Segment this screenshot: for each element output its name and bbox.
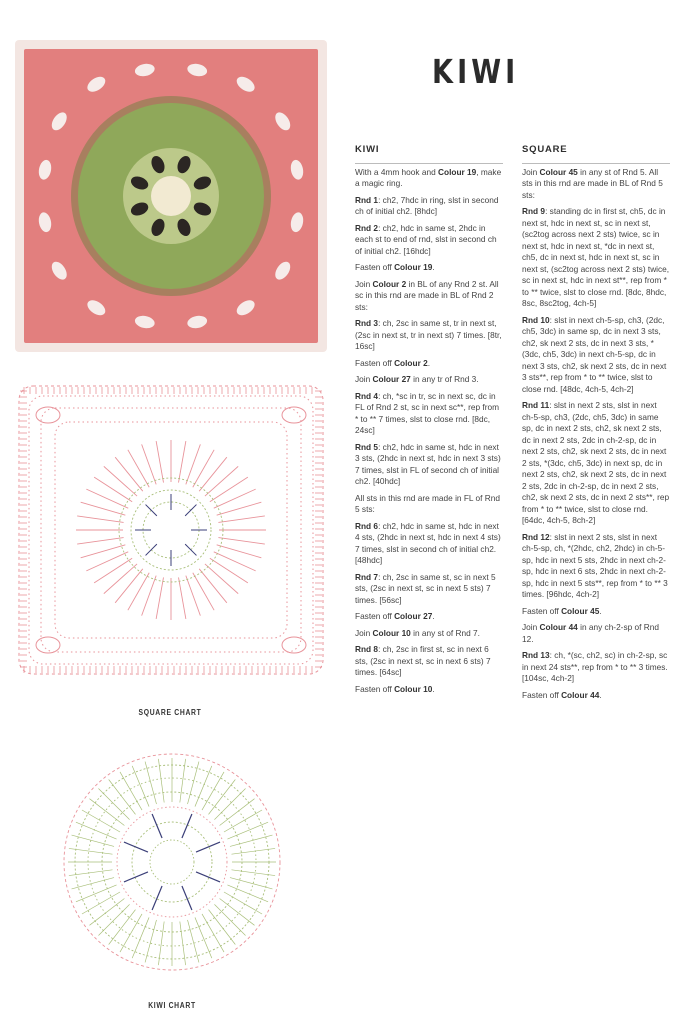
instruction-text: : ch2, hdc in same st, hdc in next 3 sts, (2hdc in next st, hdc in next 3 sts) 7 times, slst in FL of second ch of initial ch2. [40hdc] [355, 441, 501, 486]
instruction-text: Join [355, 627, 373, 638]
instruction-text: , make a magic ring. [355, 166, 502, 188]
bold-term: Colour 44 [561, 689, 600, 700]
kiwi-chart-treble [152, 814, 162, 838]
chart-spoke [104, 564, 137, 594]
square-paragraph [522, 650, 670, 685]
instruction-text: Fasten off [355, 357, 395, 368]
chart-square-round [29, 396, 313, 664]
kiwi-instructions [355, 144, 503, 700]
chart-spoke [199, 457, 227, 491]
kiwi-chart-spoke [98, 788, 129, 819]
bold-term: Rnd 8 [355, 644, 379, 654]
square-chart [18, 385, 324, 675]
chart-spoke [205, 564, 238, 594]
kiwi-paragraph [355, 493, 503, 516]
chart-spoke [94, 477, 132, 502]
kiwi-chart-spoke [209, 910, 236, 945]
square-paragraph [522, 690, 670, 702]
kiwi-cream-center [151, 176, 191, 216]
chart-treble [146, 544, 157, 555]
kiwi-paragraph [355, 167, 503, 190]
instruction-text: Join [355, 374, 373, 384]
chart-treble [185, 544, 196, 555]
chart-spoke [179, 441, 186, 482]
square-paragraph [522, 167, 670, 202]
bold-term: Colour 10 [394, 683, 433, 694]
bold-term: Rnd 3 [355, 318, 379, 328]
kiwi-square-illustration [15, 40, 327, 352]
kiwi-chart-spoke [224, 810, 262, 832]
bold-term: Colour 10 [372, 627, 411, 638]
bold-term: Colour 45 [539, 166, 578, 177]
instruction-text: . [599, 689, 602, 700]
kiwi-chart-treble [196, 842, 220, 852]
instruction-text: : slst in next ch-5-sp, ch3, (2dc, ch5, 3dc) in same sp, dc in next 3 sts, ch2, sk next 2 sts, dc in next 3 sts, *(3dc, ch5, 3dc) in next ch-5-sp, dc in next 3 sts, ch2, sk next 2 sts, dc in next 3 sts**, rep from * to ** twice, slst to close rnd. [48dc, 4ch-5, 4ch-2] [522, 314, 667, 394]
kiwi-chart-diagram [58, 748, 286, 976]
bold-term: Colour 2 [372, 278, 407, 289]
kiwi-chart-treble [182, 814, 192, 838]
kiwi-chart-spoke [120, 914, 142, 952]
instruction-text: : ch, 2sc in same st, tr in next st, (2sc in next st, tr in next st) 7 times. [8tr, 16sc] [355, 318, 502, 351]
bold-term: Rnd 11 [522, 400, 550, 410]
chart-spoke [77, 538, 123, 545]
chart-spoke [210, 558, 248, 583]
kiwi-chart-round [132, 822, 212, 902]
instruction-text: in any ch-2-sp of Rnd 12. [522, 622, 659, 644]
kiwi-chart-spoke [82, 892, 120, 914]
kiwi-chart-round [117, 807, 227, 917]
kiwi-paragraph [355, 684, 503, 696]
kiwi-chart-spoke [98, 904, 129, 935]
instruction-text: All sts in this rnd are made in FL of Rnd 5 sts: [355, 492, 500, 514]
chart-spoke [218, 538, 264, 545]
kiwi-chart-spoke [145, 762, 156, 805]
chart-spoke [94, 558, 132, 583]
kiwi-chart-spoke [89, 899, 124, 926]
kiwi-chart-spoke [72, 878, 115, 889]
kiwi-chart-caption: KIWI CHART [148, 1001, 196, 1010]
chart-spoke [210, 477, 248, 502]
instruction-text: With a 4mm hook and [355, 166, 439, 177]
page-title: KIWI [432, 52, 520, 91]
kiwi-chart-treble [124, 872, 148, 882]
kiwi-chart [58, 748, 286, 976]
instruction-text: Join [355, 278, 373, 289]
square-chart-caption: SQUARE CHART [138, 708, 202, 717]
instruction-text: in BL of any Rnd 2 st. All sc in this rnd are made in BL of Rnd 2 sts: [355, 278, 499, 312]
chart-corner-chain [282, 637, 306, 653]
kiwi-chart-spoke [82, 810, 120, 832]
kiwi-paragraph [355, 195, 503, 218]
instruction-text: Fasten off [355, 262, 395, 272]
kiwi-chart-spoke [214, 788, 245, 819]
bold-term: Colour 27 [372, 374, 411, 384]
instruction-text: : ch, 2sc in first st, sc in next 6 sts, (2sc in next st, sc in next 6 sts) 7 times. [64sc] [355, 644, 491, 677]
kiwi-chart-spoke [195, 766, 212, 807]
kiwi-chart-spoke [202, 772, 224, 810]
instruction-text: : ch, *(sc, ch2, sc) in ch-2-sp, sc in next 24 sts**, rep from * to ** 3 times. [104sc, 4ch-2] [522, 650, 668, 683]
kiwi-chart-spoke [202, 914, 224, 952]
chart-corner-chain [36, 407, 60, 423]
kiwi-paragraph [355, 644, 503, 679]
kiwi-paragraph [355, 279, 503, 314]
kiwi-chart-treble [124, 842, 148, 852]
bold-term: Colour 19 [438, 166, 477, 177]
instruction-text: Fasten off [355, 611, 395, 621]
kiwi-paragraph [355, 262, 503, 274]
chart-square-round [19, 386, 323, 674]
square-paragraph [522, 315, 670, 396]
bold-term: Colour 2 [394, 357, 428, 368]
bold-term: Rnd 1 [355, 194, 379, 205]
bold-term: Colour 44 [539, 622, 578, 632]
kiwi-paragraphs [355, 167, 503, 696]
kiwi-chart-treble [196, 872, 220, 882]
kiwi-chart-spoke [209, 779, 236, 814]
kiwi-chart-treble [182, 886, 192, 910]
kiwi-paragraph [355, 391, 503, 437]
chart-spoke [179, 577, 186, 618]
chart-treble [185, 505, 196, 516]
bold-term: Colour 45 [561, 605, 600, 616]
instruction-text: : ch, *sc in tr, sc in next sc, dc in FL of Rnd 2 st, sc in next sc**, rep from * to ** 7 times, slst to close rnd. [8dc, 24sc] [355, 390, 500, 435]
square-paragraph [522, 400, 670, 527]
instruction-text: . [432, 262, 435, 272]
chart-spoke [218, 516, 264, 523]
square-heading: SQUARE [522, 144, 670, 164]
bold-term: Colour 19 [394, 262, 433, 272]
kiwi-paragraph [355, 223, 503, 258]
bold-term: Rnd 6 [355, 520, 379, 531]
kiwi-chart-round [150, 840, 194, 884]
kiwi-chart-spoke [109, 910, 136, 945]
chart-spoke [205, 466, 238, 496]
square-paragraph [522, 532, 670, 601]
kiwi-chart-spoke [227, 885, 268, 902]
instruction-text: : ch, 2sc in same st, sc in next 5 sts, (2sc in next st, sc in next 5 sts) 7 times. [56sc] [355, 571, 496, 605]
instruction-text: . [432, 683, 435, 694]
kiwi-paragraph [355, 358, 503, 370]
kiwi-chart-spoke [188, 920, 199, 963]
instruction-text: : standing dc in first st, ch5, dc in next st, hdc in next st, sc in next st, (sc2tog across next 2 sts) twice, sc in next st, hdc in next st, *dc in next st, ch5, dc in next st, hdc in next st, sc in next st, (sc2tog across next 2 sts) twice, sc in next st, hdc in next st**, rep from * to ** twice, slst to close rnd. [8dc, 8hdc, 8sc, 8sc2tog, 4ch-5] [522, 206, 670, 308]
instruction-text: : ch2, hdc in same st, 2hdc in each st to end of rnd, slst in second ch of initial ch2. [16hdc] [355, 222, 497, 256]
kiwi-chart-spoke [220, 899, 255, 926]
kiwi-paragraph [355, 628, 503, 640]
kiwi-paragraph [355, 611, 503, 623]
chart-spoke [156, 441, 163, 482]
instruction-text: in any st of Rnd 5. All sts in this rnd are made in BL of Rnd 5 sts: [522, 166, 663, 200]
bold-term: Colour 27 [394, 611, 433, 621]
instruction-text: Fasten off [522, 605, 562, 616]
instruction-text: Join [522, 622, 540, 632]
chart-spoke [199, 569, 227, 603]
kiwi-chart-spoke [109, 779, 136, 814]
kiwi-chart-spoke [230, 835, 273, 846]
chart-treble [146, 505, 157, 516]
kiwi-heading: KIWI [355, 144, 503, 164]
bold-term: Rnd 4 [355, 390, 379, 401]
instruction-text: Join [522, 166, 540, 177]
square-paragraph [522, 606, 670, 618]
kiwi-chart-spoke [214, 904, 245, 935]
bold-term: Rnd 5 [355, 441, 379, 452]
square-instructions [522, 144, 670, 706]
chart-spoke [156, 577, 163, 618]
bold-term: Rnd 10 [522, 314, 550, 325]
instruction-text: . [427, 357, 431, 368]
instruction-text: . [432, 611, 435, 621]
square-chart-diagram [18, 385, 324, 675]
chart-spoke [115, 569, 143, 603]
instruction-text: : slst in next 2 sts, slst in next ch-5-sp, ch3, (2dc, ch5, 3dc) in same sp, dc in next 2 sts, ch2, sk next 2 sts, dc in next 2 sts, 2dc in ch-2-sp, dc in next 2 sts, ch2, sk next 2 sts, dc in next 2 sts, *(3dc, ch5, 3dc) in next sp, dc in next 2 sts, ch2, sk next 2 sts, dc in next 2 sts, 2dc in ch-2-sp, dc in next 2 sts, ch2, sk next 2 sts, dc in next 2 sts**, rep from * to ** twice, slst to close rnd. [64dc, 4ch-5, 8ch-2] [522, 400, 670, 525]
kiwi-paragraph [355, 572, 503, 607]
instruction-text: . [599, 605, 602, 616]
instruction-text: Fasten off [355, 683, 395, 694]
kiwi-square-photo [15, 40, 327, 352]
kiwi-chart-spoke [72, 835, 115, 846]
kiwi-chart-spoke [224, 892, 262, 914]
bold-term: Rnd 12 [522, 531, 550, 542]
kiwi-paragraph [355, 318, 503, 353]
square-paragraph [522, 206, 670, 310]
kiwi-chart-spoke [76, 822, 117, 839]
kiwi-paragraph [355, 442, 503, 488]
kiwi-chart-spoke [220, 799, 255, 826]
bold-term: Rnd 2 [355, 222, 379, 233]
instruction-text: : slst in next 2 sts, slst in next ch-5-sp, ch, *(2hdc, ch2, 2hdc) in ch-5-sp, hdc in next 5 sts, 2hdc in next ch-2-sp, hdc in next 6 sts, 2hdc in next ch-2-sp, hdc in next 5 sts**, rep from * to ** 3 times. [96hdc, 4ch-2] [522, 531, 668, 599]
chart-corner-chain [36, 637, 60, 653]
kiwi-paragraph [355, 374, 503, 386]
kiwi-chart-spoke [145, 920, 156, 963]
chart-spoke [115, 457, 143, 491]
kiwi-chart-spoke [89, 799, 124, 826]
instruction-text: Fasten off [522, 689, 562, 700]
kiwi-chart-spoke [120, 772, 142, 810]
instruction-text: : ch2, hdc in same st, hdc in next 4 sts, (2hdc in next st, hdc in next 4 sts) 7 times, slst in second ch of initial ch2. [48hdc] [355, 520, 501, 565]
kiwi-chart-spoke [188, 762, 199, 805]
instruction-text: in any st of Rnd 7. [410, 627, 480, 638]
chart-spoke [104, 466, 137, 496]
bold-term: Rnd 7 [355, 571, 379, 582]
square-paragraphs [522, 167, 670, 702]
kiwi-chart-treble [152, 886, 162, 910]
kiwi-chart-spoke [132, 917, 149, 958]
bold-term: Rnd 13 [522, 650, 550, 660]
instruction-text: : ch2, 7hdc in ring, slst in second ch of initial ch2. [8hdc] [355, 194, 499, 216]
bold-term: Rnd 9 [522, 206, 546, 216]
kiwi-paragraph [355, 521, 503, 567]
instruction-text: in any tr of Rnd 3. [410, 374, 479, 384]
chart-spoke [77, 516, 123, 523]
square-paragraph [522, 622, 670, 645]
kiwi-chart-spoke [230, 878, 273, 889]
